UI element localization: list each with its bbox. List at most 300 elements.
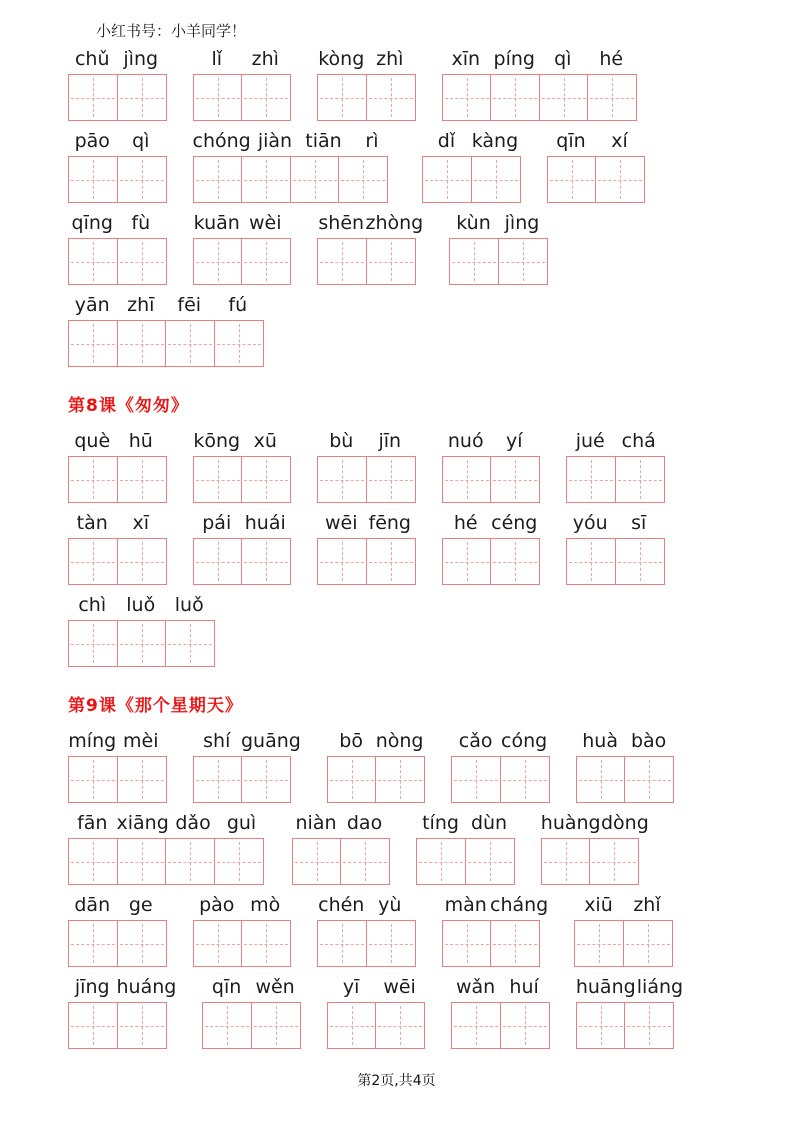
cell-center-hline	[217, 344, 261, 345]
cell-center-hline	[369, 98, 413, 99]
word-group	[68, 294, 264, 367]
cell-center-hline	[196, 562, 240, 563]
pinyin-syllable: què	[74, 430, 111, 452]
cells-row	[317, 74, 416, 121]
pinyin-row	[193, 730, 301, 753]
cells-row	[68, 456, 167, 503]
writing-cell	[68, 838, 118, 885]
cell-center-hline	[244, 780, 288, 781]
writing-cell	[442, 538, 492, 585]
cell-center-hline	[293, 180, 337, 181]
pinyin-syllable: pāo	[74, 130, 110, 152]
pinyin-syllable: hé	[599, 48, 624, 70]
page-number: 第2页,共4页	[357, 1073, 436, 1089]
writing-cell	[317, 238, 367, 285]
pinyin-syllable: cǎo	[458, 730, 493, 752]
cell-center-hline	[452, 262, 496, 263]
word-group	[416, 812, 515, 885]
writing-cell	[422, 156, 472, 203]
pinyin-syllable: liáng	[636, 976, 684, 998]
cell-center-hline	[120, 480, 164, 481]
cell-center-hline	[295, 862, 339, 863]
word-row	[68, 730, 768, 803]
pinyin-syllable: huà	[582, 730, 618, 752]
word-group	[574, 894, 673, 967]
pinyin-row	[317, 430, 416, 453]
writing-cell	[241, 538, 291, 585]
cell-center-hline	[590, 98, 634, 99]
writing-cell	[500, 756, 550, 803]
cell-center-hline	[120, 944, 164, 945]
cell-center-hline	[244, 98, 288, 99]
cells-row	[68, 838, 266, 885]
writing-cell	[366, 74, 416, 121]
writing-cell	[490, 74, 540, 121]
cells-row	[193, 920, 292, 967]
cell-center-hline	[120, 180, 164, 181]
cell-center-hline	[71, 862, 115, 863]
writing-cell	[117, 320, 167, 367]
cell-center-hline	[598, 180, 642, 181]
cell-center-hline	[244, 180, 288, 181]
pinyin-syllable: dǎo	[175, 812, 211, 834]
word-group	[68, 130, 167, 203]
writing-cell	[317, 456, 367, 503]
pinyin-syllable: tíng	[422, 812, 459, 834]
word-group	[68, 512, 167, 585]
writing-cell	[317, 538, 367, 585]
word-group	[317, 212, 423, 285]
pinyin-row	[566, 430, 665, 453]
pinyin-row	[68, 130, 167, 153]
writing-cell	[292, 838, 342, 885]
pinyin-syllable: lǐ	[211, 48, 223, 70]
pinyin-syllable: kùn	[456, 212, 491, 234]
writing-cell	[68, 456, 118, 503]
pinyin-syllable: jīn	[378, 430, 402, 452]
cells-row	[68, 538, 167, 585]
pinyin-row	[442, 894, 549, 917]
cells-row	[541, 838, 649, 885]
pinyin-syllable: fú	[228, 294, 248, 316]
cell-center-hline	[71, 562, 115, 563]
pinyin-syllable: xī	[132, 512, 150, 534]
cells-row	[422, 156, 521, 203]
writing-cell	[68, 74, 118, 121]
writing-cell	[366, 456, 416, 503]
word-group	[193, 430, 292, 503]
writing-cell	[117, 238, 167, 285]
word-group	[202, 976, 301, 1049]
pinyin-row	[317, 212, 423, 235]
writing-cell	[340, 838, 390, 885]
pinyin-syllable: dǐ	[437, 130, 456, 152]
word-group	[68, 812, 266, 885]
pinyin-syllable: hé	[453, 512, 478, 534]
cell-center-hline	[217, 862, 261, 863]
writing-cell	[193, 920, 243, 967]
pinyin-row	[193, 512, 292, 535]
writing-cell	[193, 456, 243, 503]
writing-cell	[117, 838, 167, 885]
pinyin-syllable: sī	[631, 512, 647, 534]
word-group	[442, 430, 541, 503]
writing-cell	[375, 1002, 425, 1049]
word-row	[68, 130, 768, 203]
word-group	[317, 48, 416, 121]
word-group	[327, 976, 426, 1049]
cell-center-hline	[330, 780, 374, 781]
pinyin-syllable: jīng	[74, 976, 110, 998]
cells-row	[566, 456, 665, 503]
pinyin-syllable: xiū	[584, 894, 613, 916]
word-group	[68, 894, 167, 967]
writing-cell	[290, 156, 340, 203]
cells-row	[317, 538, 416, 585]
pinyin-row	[68, 48, 167, 71]
word-group	[422, 130, 521, 203]
cells-row	[68, 920, 167, 967]
writing-cell	[241, 756, 291, 803]
word-row	[68, 48, 768, 121]
writing-cell	[117, 156, 167, 203]
cell-center-hline	[369, 562, 413, 563]
pinyin-syllable: mèi	[123, 730, 159, 752]
cell-center-hline	[320, 562, 364, 563]
pinyin-syllable: chóng	[192, 130, 251, 152]
writing-cell	[241, 238, 291, 285]
word-group	[442, 512, 541, 585]
pinyin-syllable: huí	[509, 976, 539, 998]
pinyin-syllable: guāng	[241, 730, 301, 752]
pinyin-row	[68, 430, 167, 453]
pinyin-syllable: fān	[77, 812, 108, 834]
writing-cell	[541, 838, 591, 885]
writing-cell	[500, 1002, 550, 1049]
cell-center-hline	[320, 98, 364, 99]
pinyin-syllable: luǒ	[174, 594, 204, 616]
cell-center-hline	[343, 862, 387, 863]
pinyin-syllable: yí	[505, 430, 523, 452]
pinyin-syllable: hū	[128, 430, 153, 452]
writing-cell	[375, 756, 425, 803]
cell-center-hline	[454, 780, 498, 781]
pinyin-row	[292, 812, 391, 835]
writing-cell	[547, 156, 597, 203]
pinyin-row	[451, 730, 550, 753]
pinyin-syllable: chì	[78, 594, 107, 616]
writing-cell	[595, 156, 645, 203]
pinyin-syllable: jìng	[123, 48, 159, 70]
word-group	[451, 976, 550, 1049]
writing-cell	[317, 920, 367, 967]
word-group	[68, 594, 215, 667]
pinyin-syllable: huāng	[575, 976, 636, 998]
cell-center-hline	[569, 480, 613, 481]
pinyin-row	[193, 48, 292, 71]
cell-center-hline	[618, 480, 662, 481]
pinyin-row	[68, 730, 167, 753]
cell-center-hline	[71, 262, 115, 263]
writing-cell	[241, 74, 291, 121]
word-row	[68, 594, 768, 667]
pinyin-syllable: guì	[226, 812, 257, 834]
pinyin-syllable: jué	[575, 430, 605, 452]
pinyin-row	[442, 512, 541, 535]
cells-row	[451, 1002, 550, 1049]
cells-row	[442, 538, 541, 585]
writing-cell	[338, 156, 388, 203]
pinyin-syllable: fēi	[177, 294, 202, 316]
writing-cell	[165, 320, 215, 367]
cells-row	[202, 1002, 301, 1049]
cell-center-hline	[244, 262, 288, 263]
cells-row	[68, 238, 167, 285]
word-row	[68, 294, 768, 367]
writing-cell	[117, 456, 167, 503]
writing-cell	[68, 320, 118, 367]
pinyin-syllable: luǒ	[126, 594, 156, 616]
cell-center-hline	[627, 1026, 671, 1027]
pinyin-syllable: yān	[74, 294, 110, 316]
writing-cell	[117, 74, 167, 121]
pinyin-row	[68, 812, 266, 835]
word-row	[68, 976, 768, 1049]
pinyin-row	[574, 894, 673, 917]
writing-cell	[490, 456, 540, 503]
writing-cell	[366, 920, 416, 967]
pinyin-row	[68, 512, 167, 535]
pinyin-row	[193, 430, 292, 453]
cell-center-hline	[378, 780, 422, 781]
writing-cell	[251, 1002, 301, 1049]
writing-cell	[490, 920, 540, 967]
pinyin-row	[68, 976, 176, 999]
pinyin-syllable: xū	[253, 430, 277, 452]
cell-center-hline	[71, 944, 115, 945]
writing-cell	[498, 238, 548, 285]
pinyin-row	[451, 976, 550, 999]
pinyin-row	[68, 594, 215, 617]
pinyin-syllable: shēn	[318, 212, 365, 234]
pinyin-syllable: qīn	[556, 130, 586, 152]
cell-center-hline	[120, 1026, 164, 1027]
word-group	[576, 730, 675, 803]
cells-row	[68, 1002, 176, 1049]
pinyin-syllable: yī	[342, 976, 360, 998]
pinyin-syllable: kōng	[193, 430, 241, 452]
cell-center-hline	[493, 480, 537, 481]
writing-cell	[241, 156, 291, 203]
pinyin-syllable: wǎn	[455, 976, 496, 998]
writing-cell	[241, 456, 291, 503]
writing-cell	[589, 838, 639, 885]
writing-cell	[327, 756, 377, 803]
writing-cell	[366, 538, 416, 585]
cell-center-hline	[254, 1026, 298, 1027]
cell-center-hline	[71, 480, 115, 481]
pinyin-row	[442, 430, 541, 453]
cell-center-hline	[196, 180, 240, 181]
cells-row	[68, 320, 264, 367]
cell-center-hline	[196, 944, 240, 945]
pinyin-syllable: bù	[329, 430, 354, 452]
cell-center-hline	[71, 644, 115, 645]
writing-cell	[214, 838, 264, 885]
cell-center-hline	[168, 344, 212, 345]
writing-cell	[566, 538, 616, 585]
writing-cell	[451, 1002, 501, 1049]
writing-cell	[193, 74, 243, 121]
cell-center-hline	[542, 98, 586, 99]
cells-row	[327, 756, 426, 803]
word-group	[68, 212, 167, 285]
word-group	[442, 894, 549, 967]
writing-cell	[165, 620, 215, 667]
cells-row	[451, 756, 550, 803]
cells-row	[193, 456, 292, 503]
writing-cell	[202, 1002, 252, 1049]
pinyin-syllable: nòng	[375, 730, 424, 752]
cell-center-hline	[71, 344, 115, 345]
pinyin-syllable: wēi	[324, 512, 358, 534]
cell-center-hline	[445, 562, 489, 563]
word-group	[68, 976, 176, 1049]
pinyin-row	[202, 976, 301, 999]
pinyin-syllable: chǔ	[74, 48, 110, 70]
cell-center-hline	[244, 480, 288, 481]
word-group	[449, 212, 548, 285]
pinyin-syllable: píng	[493, 48, 535, 70]
pinyin-syllable: dùn	[470, 812, 508, 834]
writing-cell	[471, 156, 521, 203]
cell-center-hline	[503, 1026, 547, 1027]
pinyin-syllable: ge	[128, 894, 153, 916]
cells-row	[327, 1002, 426, 1049]
header-account-note: 小红书号：小羊同学！	[96, 22, 247, 40]
cells-row	[317, 920, 416, 967]
cell-center-hline	[544, 862, 588, 863]
word-group	[193, 730, 301, 803]
pinyin-row	[317, 512, 416, 535]
pinyin-syllable: xiāng	[116, 812, 169, 834]
writing-cell	[451, 756, 501, 803]
cells-row	[416, 838, 515, 885]
cells-row	[193, 74, 292, 121]
cell-center-hline	[618, 562, 662, 563]
cell-center-hline	[445, 480, 489, 481]
writing-cell	[214, 320, 264, 367]
pinyin-syllable: xīn	[451, 48, 481, 70]
pinyin-syllable: zhòng	[365, 212, 424, 234]
writing-cell	[117, 620, 167, 667]
writing-cell	[68, 920, 118, 967]
cell-center-hline	[378, 1026, 422, 1027]
cells-row	[68, 620, 215, 667]
cell-center-hline	[493, 944, 537, 945]
word-group	[541, 812, 649, 885]
pinyin-syllable: nuó	[447, 430, 484, 452]
pinyin-syllable: qīng	[71, 212, 113, 234]
pinyin-syllable: rì	[365, 130, 379, 152]
cells-row	[193, 238, 292, 285]
cell-center-hline	[196, 480, 240, 481]
cell-center-hline	[244, 562, 288, 563]
pinyin-syllable: bào	[630, 730, 667, 752]
cells-row	[68, 756, 167, 803]
pinyin-syllable: zhì	[376, 48, 404, 70]
pinyin-syllable: mò	[250, 894, 281, 916]
cell-center-hline	[71, 1026, 115, 1027]
cell-center-hline	[468, 862, 512, 863]
cell-center-hline	[501, 262, 545, 263]
word-group	[68, 430, 167, 503]
word-group	[317, 894, 416, 967]
cell-center-hline	[493, 98, 537, 99]
cell-center-hline	[320, 262, 364, 263]
pinyin-syllable: pái	[202, 512, 232, 534]
word-group	[193, 512, 292, 585]
cells-row	[442, 456, 541, 503]
pinyin-syllable: dao	[346, 812, 383, 834]
writing-cell	[165, 838, 215, 885]
cell-center-hline	[445, 98, 489, 99]
writing-cell	[193, 156, 243, 203]
cell-center-hline	[205, 1026, 249, 1027]
writing-cell	[615, 456, 665, 503]
cell-center-hline	[550, 180, 594, 181]
pinyin-row	[422, 130, 521, 153]
writing-cell	[68, 620, 118, 667]
cell-center-hline	[71, 780, 115, 781]
writing-cell	[68, 538, 118, 585]
cells-row	[193, 756, 301, 803]
cell-center-hline	[569, 562, 613, 563]
pinyin-syllable: jìng	[504, 212, 540, 234]
cells-row	[442, 920, 549, 967]
pinyin-syllable: huàng	[540, 812, 601, 834]
pinyin-row	[68, 212, 167, 235]
writing-cell	[442, 456, 492, 503]
word-group	[193, 212, 292, 285]
pinyin-syllable: qīn	[211, 976, 242, 998]
pinyin-syllable: tiān	[305, 130, 342, 152]
pinyin-syllable: xí	[611, 130, 628, 152]
cell-center-hline	[627, 780, 671, 781]
cells-row	[566, 538, 665, 585]
writing-cell	[366, 238, 416, 285]
word-group	[451, 730, 550, 803]
pinyin-syllable: zhì	[251, 48, 279, 70]
writing-cell	[624, 756, 674, 803]
cells-row	[449, 238, 548, 285]
pinyin-syllable: huái	[244, 512, 286, 534]
pinyin-syllable: qì	[132, 130, 150, 152]
writing-cell	[442, 74, 492, 121]
word-row	[68, 430, 768, 503]
word-group	[576, 976, 684, 1049]
word-group	[327, 730, 426, 803]
cell-center-hline	[196, 98, 240, 99]
writing-cell	[574, 920, 624, 967]
pinyin-row	[68, 894, 167, 917]
pinyin-syllable: pào	[199, 894, 235, 916]
pinyin-syllable: jiàn	[257, 130, 293, 152]
pinyin-syllable: qì	[554, 48, 572, 70]
cells-row	[547, 156, 646, 203]
pinyin-syllable: wèi	[248, 212, 282, 234]
pinyin-syllable: wěn	[255, 976, 295, 998]
